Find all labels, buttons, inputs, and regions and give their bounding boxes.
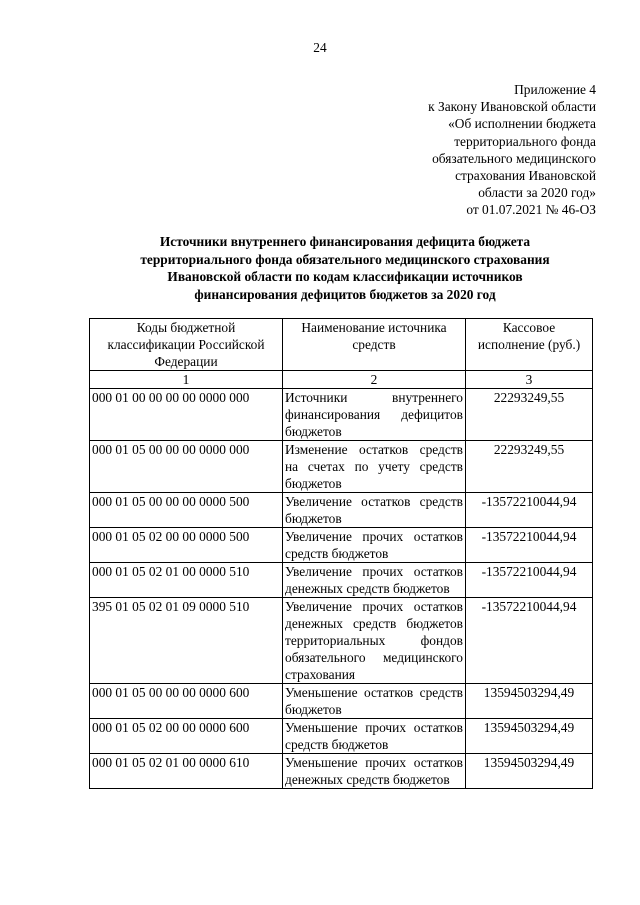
title-line: Источники внутреннего финансирования дефицита бюджета	[159, 234, 531, 249]
row-code: 000 01 05 02 00 00 0000 600	[90, 719, 283, 754]
row-code: 000 01 00 00 00 00 0000 000	[90, 389, 283, 441]
appendix-note	[428, 81, 596, 219]
header-amount: Кассовое исполнение (руб.)	[466, 319, 593, 371]
table-row	[90, 493, 593, 528]
row-name: Увеличение прочих остатков денежных средств бюджетов территориальных фондов обязательного медицинского страхования	[283, 598, 466, 684]
row-name: Увеличение прочих остатков денежных средств бюджетов	[283, 563, 466, 598]
appendix-line: страхования Ивановской	[455, 168, 596, 184]
table-row	[90, 684, 593, 719]
table-row	[90, 528, 593, 563]
row-amount: -13572210044,94	[466, 493, 593, 528]
row-code: 000 01 05 02 00 00 0000 500	[90, 528, 283, 563]
row-amount: -13572210044,94	[466, 598, 593, 684]
table-row	[90, 598, 593, 684]
appendix-line: обязательного медицинского	[432, 150, 596, 166]
appendix-line: области за 2020 год»	[478, 185, 596, 201]
column-number: 3	[466, 371, 593, 389]
header-name: Наименование источника средств	[283, 319, 466, 371]
appendix-line: Приложение 4	[514, 82, 596, 97]
row-name: Источники внутреннего финансирования дефицитов бюджетов	[283, 389, 466, 441]
title-line: Ивановской области по кодам классификации источников	[167, 269, 523, 285]
row-name: Увеличение прочих остатков средств бюджетов	[283, 528, 466, 563]
title-line: территориального фонда обязательного медицинского страхования	[140, 251, 550, 267]
table-row	[90, 441, 593, 493]
row-name: Изменение остатков средств на счетах по учету средств бюджетов	[283, 441, 466, 493]
appendix-line: от 01.07.2021 № 46-ОЗ	[466, 202, 596, 218]
row-amount: -13572210044,94	[466, 563, 593, 598]
table-row	[90, 563, 593, 598]
row-name: Уменьшение прочих остатков средств бюджетов	[283, 719, 466, 754]
appendix-line: «Об исполнении бюджета	[448, 116, 596, 132]
row-code: 000 01 05 00 00 00 0000 500	[90, 493, 283, 528]
title-line: финансирования дефицитов бюджетов за 2020 год	[194, 286, 496, 302]
sources-table	[89, 318, 593, 789]
row-amount: -13572210044,94	[466, 528, 593, 563]
table-row	[90, 389, 593, 441]
column-number-row	[90, 371, 593, 389]
header-code: Коды бюджетной классификации Российской Федерации	[90, 319, 283, 371]
row-code: 395 01 05 02 01 09 0000 510	[90, 598, 283, 684]
row-code: 000 01 05 02 01 00 0000 610	[90, 754, 283, 789]
row-code: 000 01 05 00 00 00 0000 000	[90, 441, 283, 493]
row-name: Уменьшение прочих остатков денежных средств бюджетов	[283, 754, 466, 789]
document-title	[100, 233, 590, 303]
column-number: 2	[283, 371, 466, 389]
row-name: Уменьшение остатков средств бюджетов	[283, 684, 466, 719]
row-amount: 22293249,55	[466, 441, 593, 493]
table-row	[90, 719, 593, 754]
row-amount: 13594503294,49	[466, 684, 593, 719]
appendix-line: к Закону Ивановской области	[428, 99, 596, 115]
table-header-row	[90, 319, 593, 371]
row-amount: 13594503294,49	[466, 719, 593, 754]
row-amount: 22293249,55	[466, 389, 593, 441]
table-row	[90, 754, 593, 789]
page-number: 24	[313, 40, 327, 55]
appendix-line: территориального фонда	[454, 133, 596, 149]
row-name: Увеличение остатков средств бюджетов	[283, 493, 466, 528]
row-code: 000 01 05 02 01 00 0000 510	[90, 563, 283, 598]
row-code: 000 01 05 00 00 00 0000 600	[90, 684, 283, 719]
column-number: 1	[90, 371, 283, 389]
row-amount: 13594503294,49	[466, 754, 593, 789]
